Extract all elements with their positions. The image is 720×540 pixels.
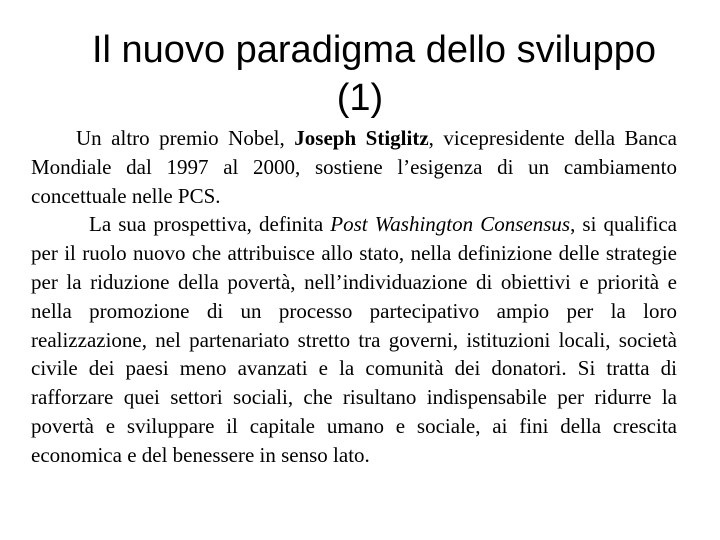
title-line-2: (1) (336, 77, 384, 119)
paragraph-2-rest: , si qualifica per il ruolo nuovo che attribuisce allo stato, nella definizione delle strategie per la riduzione della povertà, nell’individuazione di obiettivi e priorità e nella promozione di un processo partecipativo ampio per la loro realizzazione, nel partenariato stretto tra governi, istituzioni locali, società civile dei paesi meno avanzati e la comunità dei donatori. Si tratta di rafforzare quei settori sociali, che risultano indispensabile per ridurre la povertà e sviluppare il capitale umano e sociale, ai fini della crescita economica e del benessere in senso lato. (31, 212, 677, 467)
slide-title (40, 26, 680, 122)
paragraph-1 (31, 124, 677, 210)
paragraph-1-rest: , vicepresidente della Banca Mondiale dal 1997 al 2000, sostiene l’esigenza di un cambiamento concettuale nelle PCS. (31, 126, 677, 208)
title-line-1: Il nuovo paradigma dello sviluppo (91, 29, 657, 71)
paragraph-2-term: Post Washington Consensus (330, 212, 571, 237)
paragraph-1-intro: Un altro premio Nobel, (76, 126, 295, 150)
slide-body (31, 124, 677, 470)
paragraph-2 (31, 210, 677, 469)
paragraph-2-intro: La sua prospettiva, definita (89, 212, 331, 237)
paragraph-1-name: Joseph Stiglitz (294, 126, 429, 150)
